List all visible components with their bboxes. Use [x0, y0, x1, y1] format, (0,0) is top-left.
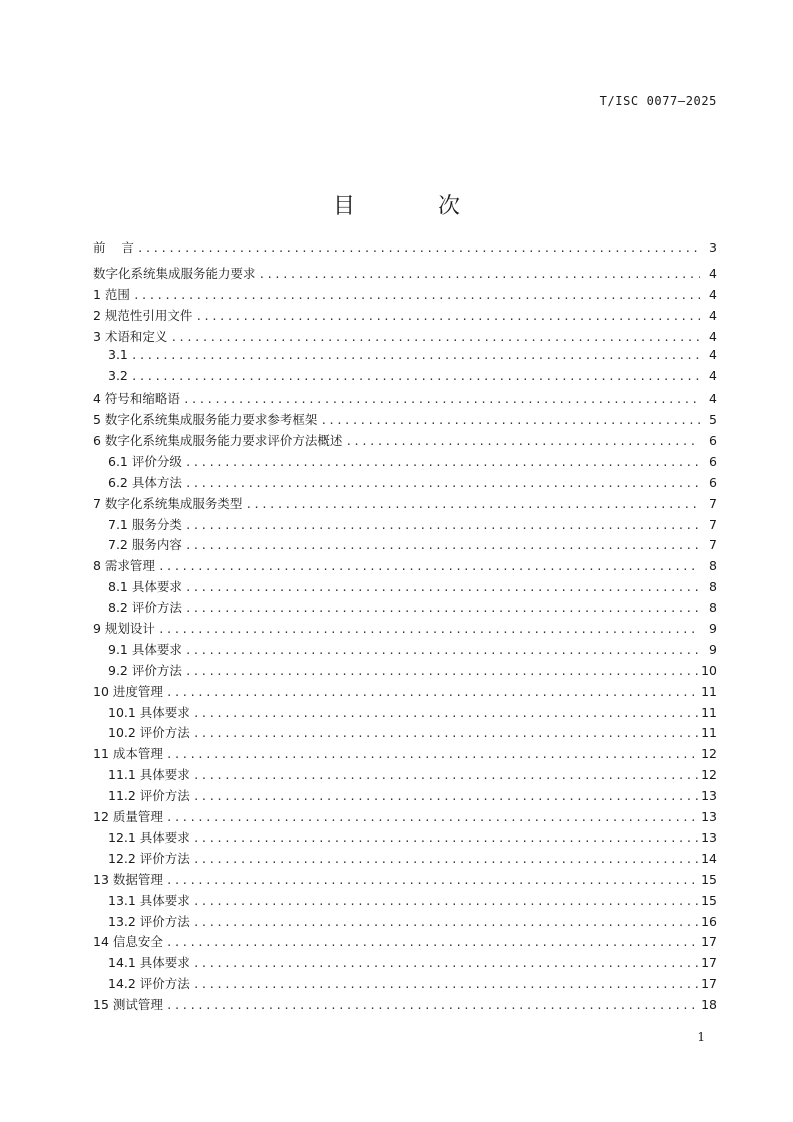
toc-entry[interactable] — [93, 870, 717, 891]
toc-leader-dots — [137, 242, 700, 255]
toc-leader-dots — [185, 539, 700, 552]
toc-leader-dots — [185, 665, 698, 678]
toc-leader-dots — [133, 289, 700, 302]
toc-entry-label: 3 术语和定义 — [93, 328, 168, 344]
toc-leader-dots — [131, 349, 700, 362]
toc-entry-page: 7 — [709, 537, 717, 553]
toc-leader-dots — [185, 581, 700, 594]
toc-entry-label: 9.1 具体要求 — [108, 641, 182, 657]
toc-entry-page: 10 — [701, 662, 717, 678]
toc-entry-page: 5 — [709, 412, 717, 428]
toc-entry-label: 7.2 服务内容 — [108, 537, 182, 553]
toc-entry-label: 15 测试管理 — [93, 997, 163, 1013]
toc-entry-label: 5 数字化系统集成服务能力要求参考框架 — [93, 412, 318, 428]
document-code: T/ISC 0077—2025 — [599, 94, 717, 108]
toc-entry[interactable] — [93, 765, 717, 786]
toc-entry[interactable] — [93, 786, 717, 807]
toc-entry[interactable] — [93, 912, 717, 933]
toc-entry[interactable] — [93, 264, 717, 285]
toc-entry[interactable] — [93, 932, 717, 953]
toc-entry-page: 8 — [709, 600, 717, 616]
toc-leader-dots — [259, 268, 700, 281]
toc-entry-label: 10.1 具体要求 — [108, 704, 190, 720]
toc-leader-dots — [166, 811, 698, 824]
toc-entry-page: 17 — [701, 976, 717, 992]
toc-entry[interactable] — [93, 556, 717, 577]
toc-entry[interactable] — [93, 828, 717, 849]
toc-leader-dots — [193, 978, 698, 991]
toc-entry-page: 18 — [701, 997, 717, 1013]
toc-leader-dots — [166, 686, 698, 699]
toc-entry-page: 11 — [701, 725, 717, 741]
toc-entry[interactable] — [93, 285, 717, 306]
toc-entry[interactable] — [93, 807, 717, 828]
toc-entry-page: 13 — [701, 788, 717, 804]
toc-entry[interactable] — [93, 473, 717, 494]
toc-entry-label: 9 规划设计 — [93, 621, 155, 637]
toc-entry-label: 7.1 服务分类 — [108, 516, 182, 532]
toc-leader-dots — [193, 769, 698, 782]
toc-leader-dots — [185, 519, 700, 532]
toc-entry[interactable] — [93, 849, 717, 870]
toc-entry-label: 6.1 评价分级 — [108, 453, 182, 469]
toc-entry[interactable] — [93, 515, 717, 536]
toc-entry-page: 4 — [709, 286, 717, 302]
toc-entry-page: 4 — [709, 391, 717, 407]
toc-leader-dots — [185, 644, 700, 657]
toc-entry-page: 7 — [709, 495, 717, 511]
toc-leader-dots — [185, 456, 700, 469]
table-of-contents — [93, 238, 717, 1016]
toc-leader-dots — [158, 560, 700, 573]
toc-leader-dots — [170, 331, 700, 344]
toc-entry-page: 6 — [709, 433, 717, 449]
toc-leader-dots — [166, 999, 698, 1012]
toc-entry-label: 4 符号和缩略语 — [93, 391, 180, 407]
toc-leader-dots — [185, 602, 700, 615]
toc-entry[interactable] — [93, 347, 717, 368]
toc-entry-label: 13.2 评价方法 — [108, 913, 190, 929]
toc-entry-page: 8 — [709, 558, 717, 574]
toc-entry[interactable] — [93, 995, 717, 1016]
toc-leader-dots — [193, 853, 698, 866]
toc-leader-dots — [345, 435, 700, 448]
toc-entry-page: 12 — [701, 767, 717, 783]
toc-entry-label: 14.1 具体要求 — [108, 955, 190, 971]
toc-entry[interactable] — [93, 598, 717, 619]
toc-leader-dots — [166, 936, 698, 949]
toc-leader-dots — [195, 310, 700, 323]
toc-entry-page: 8 — [709, 579, 717, 595]
toc-leader-dots — [185, 477, 700, 490]
toc-entry-page: 4 — [709, 265, 717, 281]
toc-leader-dots — [131, 370, 700, 383]
toc-entry-label: 13.1 具体要求 — [108, 892, 190, 908]
toc-entry[interactable] — [93, 744, 717, 765]
toc-entry[interactable] — [93, 368, 717, 389]
toc-entry-label: 2 规范性引用文件 — [93, 307, 193, 323]
toc-leader-dots — [193, 916, 698, 929]
toc-entry-page: 9 — [709, 621, 717, 637]
toc-leader-dots — [193, 727, 698, 740]
toc-entry[interactable] — [93, 410, 717, 431]
toc-entry-page: 13 — [701, 829, 717, 845]
toc-entry-page: 16 — [701, 913, 717, 929]
toc-entry-page: 9 — [709, 641, 717, 657]
toc-entry[interactable] — [93, 389, 717, 410]
toc-entry-page: 4 — [709, 368, 717, 384]
toc-entry-label: 数字化系统集成服务能力要求 — [93, 265, 256, 281]
toc-entry-label: 11.1 具体要求 — [108, 767, 190, 783]
toc-entry-label: 14 信息安全 — [93, 934, 163, 950]
toc-entry-label: 7 数字化系统集成服务类型 — [93, 495, 243, 511]
toc-leader-dots — [166, 874, 698, 887]
toc-entry-label: 3.2 — [108, 368, 128, 384]
toc-entry[interactable] — [93, 953, 717, 974]
toc-entry-page: 4 — [709, 307, 717, 323]
toc-entry-label: 6 数字化系统集成服务能力要求评价方法概述 — [93, 433, 343, 449]
toc-entry-label: 12.2 评价方法 — [108, 850, 190, 866]
toc-entry-page: 4 — [709, 328, 717, 344]
toc-entry-page: 11 — [701, 704, 717, 720]
toc-leader-dots — [320, 414, 700, 427]
page-title: 目 次 — [333, 193, 498, 219]
toc-entry-label: 10.2 评价方法 — [108, 725, 190, 741]
toc-entry[interactable] — [93, 661, 717, 682]
toc-entry[interactable] — [93, 452, 717, 473]
toc-entry-label: 8.1 具体要求 — [108, 579, 182, 595]
toc-entry[interactable] — [93, 577, 717, 598]
toc-entry-label: 6.2 具体方法 — [108, 474, 182, 490]
toc-entry-label: 13 数据管理 — [93, 871, 163, 887]
toc-entry-page: 13 — [701, 809, 717, 825]
toc-leader-dots — [245, 498, 700, 511]
toc-entry-label: 12.1 具体要求 — [108, 829, 190, 845]
toc-entry[interactable] — [93, 723, 717, 744]
toc-entry-label: 11.2 评价方法 — [108, 788, 190, 804]
toc-entry-page: 11 — [701, 683, 717, 699]
toc-leader-dots — [193, 895, 698, 908]
toc-leader-dots — [158, 623, 700, 636]
toc-entry-page: 15 — [701, 892, 717, 908]
toc-entry[interactable] — [93, 640, 717, 661]
toc-entry-label: 3.1 — [108, 347, 128, 363]
toc-entry-page: 17 — [701, 934, 717, 950]
toc-entry-page: 15 — [701, 871, 717, 887]
toc-entry[interactable] — [93, 494, 717, 515]
toc-leader-dots — [193, 832, 698, 845]
toc-entry[interactable] — [93, 974, 717, 995]
toc-entry-label: 8.2 评价方法 — [108, 600, 182, 616]
toc-entry[interactable] — [93, 327, 717, 348]
toc-entry[interactable] — [93, 682, 717, 703]
toc-entry-page: 12 — [701, 746, 717, 762]
toc-entry[interactable] — [93, 703, 717, 724]
toc-entry[interactable] — [93, 619, 717, 640]
page-number: 1 — [697, 1030, 705, 1044]
toc-entry-page: 17 — [701, 955, 717, 971]
toc-entry-label: 前 言 — [93, 240, 134, 255]
toc-leader-dots — [193, 707, 698, 720]
toc-entry-page: 6 — [709, 453, 717, 469]
toc-leader-dots — [193, 957, 698, 970]
toc-entry[interactable] — [93, 891, 717, 912]
toc-entry-label: 14.2 评价方法 — [108, 976, 190, 992]
toc-entry[interactable] — [93, 238, 717, 259]
toc-entry-label: 12 质量管理 — [93, 809, 163, 825]
toc-entry[interactable] — [93, 431, 717, 452]
toc-leader-dots — [193, 790, 698, 803]
toc-entry-page: 6 — [709, 474, 717, 490]
toc-entry-page: 7 — [709, 516, 717, 532]
toc-leader-dots — [183, 393, 700, 406]
toc-entry-label: 1 范围 — [93, 286, 130, 302]
toc-entry-label: 9.2 评价方法 — [108, 662, 182, 678]
toc-entry-page: 4 — [709, 347, 717, 363]
toc-entry-label: 11 成本管理 — [93, 746, 163, 762]
toc-entry-label: 10 进度管理 — [93, 683, 163, 699]
toc-entry[interactable] — [93, 306, 717, 327]
toc-entry-page: 3 — [709, 240, 717, 255]
toc-leader-dots — [166, 748, 698, 761]
toc-entry[interactable] — [93, 535, 717, 556]
toc-entry-label: 8 需求管理 — [93, 558, 155, 574]
toc-entry-page: 14 — [701, 850, 717, 866]
